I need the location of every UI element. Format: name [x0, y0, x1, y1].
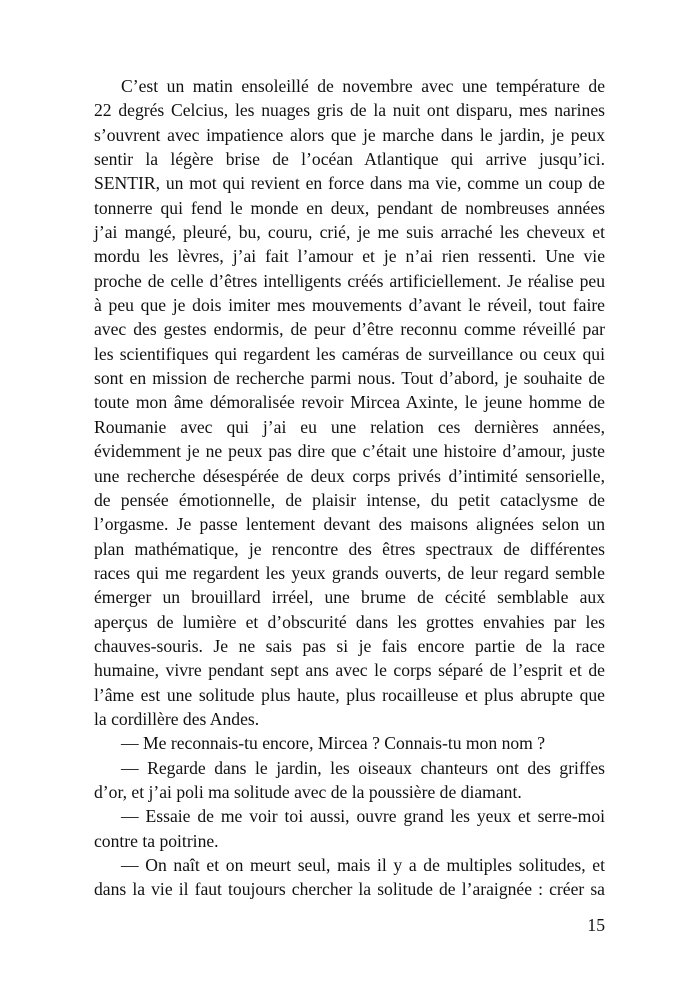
text-line: avec des gestes endormis, de peur d’être reconnu comme réveillé par	[94, 319, 605, 340]
text-line: l’orgasme. Je passe lentement devant des maisons alignées selon un	[94, 514, 605, 535]
text-line: sont en mission de recherche parmi nous. Tout d’abord, je souhaite de	[94, 368, 605, 389]
page-number: 15	[587, 915, 605, 935]
text-line: de pensée émotionnelle, de plaisir intense, du petit cataclysme de	[94, 489, 605, 510]
text-line: toute mon âme démoralisée revoir Mircea Axinte, le jeune homme de	[94, 392, 605, 413]
text-line: — Regarde dans le jardin, les oiseaux chanteurs ont des griffes	[121, 757, 605, 778]
paragraph	[94, 74, 605, 731]
text-line: contre ta poitrine.	[94, 830, 219, 851]
text-line: à peu que je dois imiter mes mouvements d’avant le réveil, tout faire	[94, 295, 605, 316]
text-line: 22 degrés Celcius, les nuages gris de la nuit ont disparu, mes narines	[94, 100, 605, 121]
page-body	[94, 74, 605, 902]
text-line: s’ouvrent avec impatience alors que je marche dans le jardin, je peux	[94, 124, 605, 145]
text-line: plan mathématique, je rencontre des êtres spectraux de différentes	[94, 538, 605, 559]
paragraph	[94, 756, 605, 805]
text-line: tonnerre qui fend le monde en deux, pendant de nombreuses années	[94, 197, 605, 218]
text-line: SENTIR, un mot qui revient en force dans ma vie, comme un coup de	[94, 173, 605, 194]
text-line: émerger un brouillard irréel, une brume de cécité semblable aux	[94, 587, 605, 608]
paragraph	[94, 853, 605, 902]
text-line: races qui me regardent les yeux grands ouverts, de leur regard semble	[94, 562, 605, 583]
text-line: l’âme est une solitude plus haute, plus rocailleuse et plus abrupte que	[94, 684, 605, 705]
text-line: aperçus de lumière et d’obscurité dans les grottes envahies par les	[94, 611, 605, 632]
text-line: Roumanie avec qui j’ai eu une relation ces dernières années,	[94, 416, 605, 437]
text-line: sentir la légère brise de l’océan Atlantique qui arrive jusqu’ici.	[94, 149, 605, 170]
text-line: une recherche désespérée de deux corps privés d’intimité sensorielle,	[94, 465, 605, 486]
text-line: évidemment je ne peux pas dire que c’était une histoire d’amour, juste	[94, 441, 605, 462]
text-line: C’est un matin ensoleillé de novembre avec une température de	[121, 76, 605, 96]
text-line: dans la vie il faut toujours chercher la solitude de l’araignée : créer sa	[94, 879, 605, 900]
text-line: — On naît et on meurt seul, mais il y a de multiples solitudes, et	[121, 855, 605, 875]
text-line: mordu les lèvres, j’ai fait l’amour et je n’ai rien ressenti. Une vie	[94, 246, 605, 267]
text-line: d’or, et j’ai poli ma solitude avec de la poussière de diamant.	[94, 781, 522, 802]
text-line: les scientifiques qui regardent les caméras de surveillance ou ceux qui	[94, 343, 605, 364]
text-line: — Me reconnais-tu encore, Mircea ? Connais-tu mon nom ?	[121, 733, 546, 754]
text-line: humaine, vivre pendant sept ans avec le corps séparé de l’esprit et de	[94, 660, 605, 681]
text-line: proche de celle d’êtres intelligents créés artificiellement. Je réalise peu	[94, 270, 605, 291]
paragraph	[94, 804, 605, 853]
text-line: la cordillère des Andes.	[94, 708, 260, 729]
paragraph	[94, 731, 605, 755]
text-line: j’ai mangé, pleuré, bu, couru, crié, je me suis arraché les cheveux et	[94, 222, 605, 243]
text-line: — Essaie de me voir toi aussi, ouvre grand les yeux et serre-moi	[121, 806, 605, 827]
text-line: chauves-souris. Je ne sais pas si je fais encore partie de la race	[94, 635, 605, 656]
